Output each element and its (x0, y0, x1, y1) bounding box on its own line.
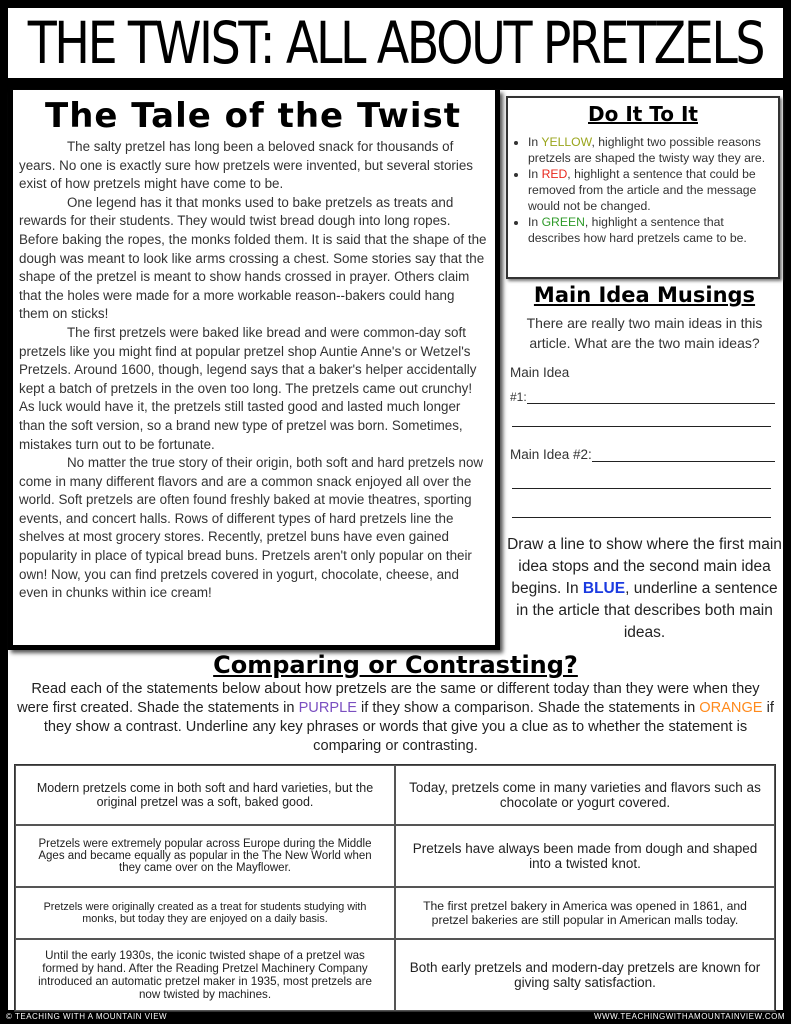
do-it-heading: Do It To It (588, 102, 698, 126)
statement-cell[interactable]: Modern pretzels come in both soft and hard varieties, but the original pretzel was a soft, baked good. (15, 765, 395, 825)
answer-line[interactable] (512, 426, 771, 427)
article-paragraph: The first pretzels were baked like bread and were common-day soft pretzels like you might find at popular pretzel shop Auntie Anne's or Wetzel's Pretzels. Around 1600, though, legend says that a baker's helper accidentally kept a batch of pretzels in the oven too long. The pretzels came out crunchy! As luck would have it, the pretzels still tasted good and lasted much longer than the soft version, so a brand new type of pretzel was born. Sometimes, mistakes turn out to be fortunate. (19, 324, 477, 452)
article-heading: The Tale of the Twist (45, 96, 461, 136)
main-idea-1-answer-line[interactable] (527, 403, 775, 404)
title-bar (8, 8, 783, 78)
worksheet-page (8, 8, 783, 1010)
compare-instructions: Read each of the statements below about how pretzels are the same or different today than they were when they were first created. Shade the statements in PURPLE if they show a comparison. Shade the statements in ORANGE if they show a contrast. Underline any key phrases or words that give you a clue as to whether the statement is comparing or contrasting. (17, 681, 774, 754)
footer-url: WWW.TEACHINGWITHAMOUNTAINVIEW.COM (593, 1012, 785, 1021)
statement-cell[interactable]: Pretzels have always been made from dough and shaped into a twisted knot. (395, 825, 775, 887)
footer-copyright: © TEACHING WITH A MOUNTAIN VIEW (6, 1012, 168, 1021)
article-paragraph: One legend has it that monks used to bake pretzels as treats and rewards for their students. They would twist bread dough into long ropes. Before baking the ropes, the monks folded them. It is said that the shape of the dough was meant to look like arms crossing a chest. Some stories say that the shape of the pretzel is meant to show hands crossed in prayer. Others claim that the holes were made for a more workable reason--bakers could hang them on sticks! (19, 194, 487, 322)
statement-cell[interactable]: Today, pretzels come in many varieties and flavors such as chocolate or yogurt covered. (395, 765, 775, 825)
main-idea-section (506, 283, 783, 644)
main-idea-2-label: Main Idea #2: (510, 447, 592, 462)
divider (8, 78, 783, 90)
main-idea-1-label: Main Idea (510, 365, 570, 380)
article-box (8, 90, 500, 650)
instruction-item: • In RED, highlight a sentence that could be removed from the article and the message would not be changed. (528, 166, 772, 214)
statement-cell[interactable]: Both early pretzels and modern-day pretzels are known for giving salty satisfaction. (395, 939, 775, 1011)
main-idea-1-number: #1: (510, 390, 527, 404)
instruction-item: • In YELLOW, highlight two possible reasons pretzels are shaped the twisty way they are. (528, 134, 772, 166)
statement-cell[interactable]: The first pretzel bakery in America was opened in 1861, and pretzel bakeries are still popular in American malls today. (395, 887, 775, 939)
main-idea-2-answer-line[interactable] (592, 461, 775, 462)
compare-heading: Comparing or Contrasting? (213, 651, 578, 679)
answer-line[interactable] (512, 488, 771, 489)
compare-section (8, 650, 783, 1001)
article-paragraph: The salty pretzel has long been a beloved snack for thousands of years. No one is exactly sure how pretzels were invented, but several stories exist of how pretzels might have come to be. (19, 139, 474, 192)
footer (0, 1012, 791, 1024)
main-idea-heading: Main Idea Musings (533, 283, 756, 307)
statement-cell[interactable]: Until the early 1930s, the iconic twisted shape of a pretzel was formed by hand. After the Reading Pretzel Machinery Company introduced an automatic pretzel maker in 1935, most pretzels are now twisted by machines. (15, 939, 395, 1011)
statements-table (14, 764, 776, 1012)
instruction-item: • In GREEN, highlight a sentence that describes how hard pretzels came to be. (528, 214, 772, 246)
statement-cell[interactable]: Pretzels were extremely popular across Europe during the Middle Ages and became equally as popular in the The New World when they came over on the Mayflower. (15, 825, 395, 887)
main-idea-question: There are really two main ideas in this article. What are the two main ideas? (526, 315, 763, 351)
statement-cell[interactable]: Pretzels were originally created as a treat for students studying with monks, but today they are enjoyed on a daily basis. (15, 887, 395, 939)
answer-line[interactable] (512, 517, 771, 518)
do-it-box (506, 96, 780, 279)
page-title: THE TWIST: ALL ABOUT PRETZELS (27, 9, 764, 77)
draw-line-instruction: Draw a line to show where the first main idea stops and the second main idea begins. In BLUE, underline a sentence in the article that describes both main ideas. (507, 536, 782, 641)
article-paragraph: No matter the true story of their origin, both soft and hard pretzels now come in many different flavors and are a common snack enjoyed all over the world. Soft pretzels are often found freshly baked at movie theatres, sporting events, and concert halls. Rows of different types of hard pretzels line the shelves at most grocery stores. Recently, pretzel buns have even gained popularity in place of typical bread buns. Pretzels aren't only popular on their own! Now, you can find pretzels covered in yogurt, chocolate, cheese, and even in chunks within ice cream! (19, 455, 484, 601)
